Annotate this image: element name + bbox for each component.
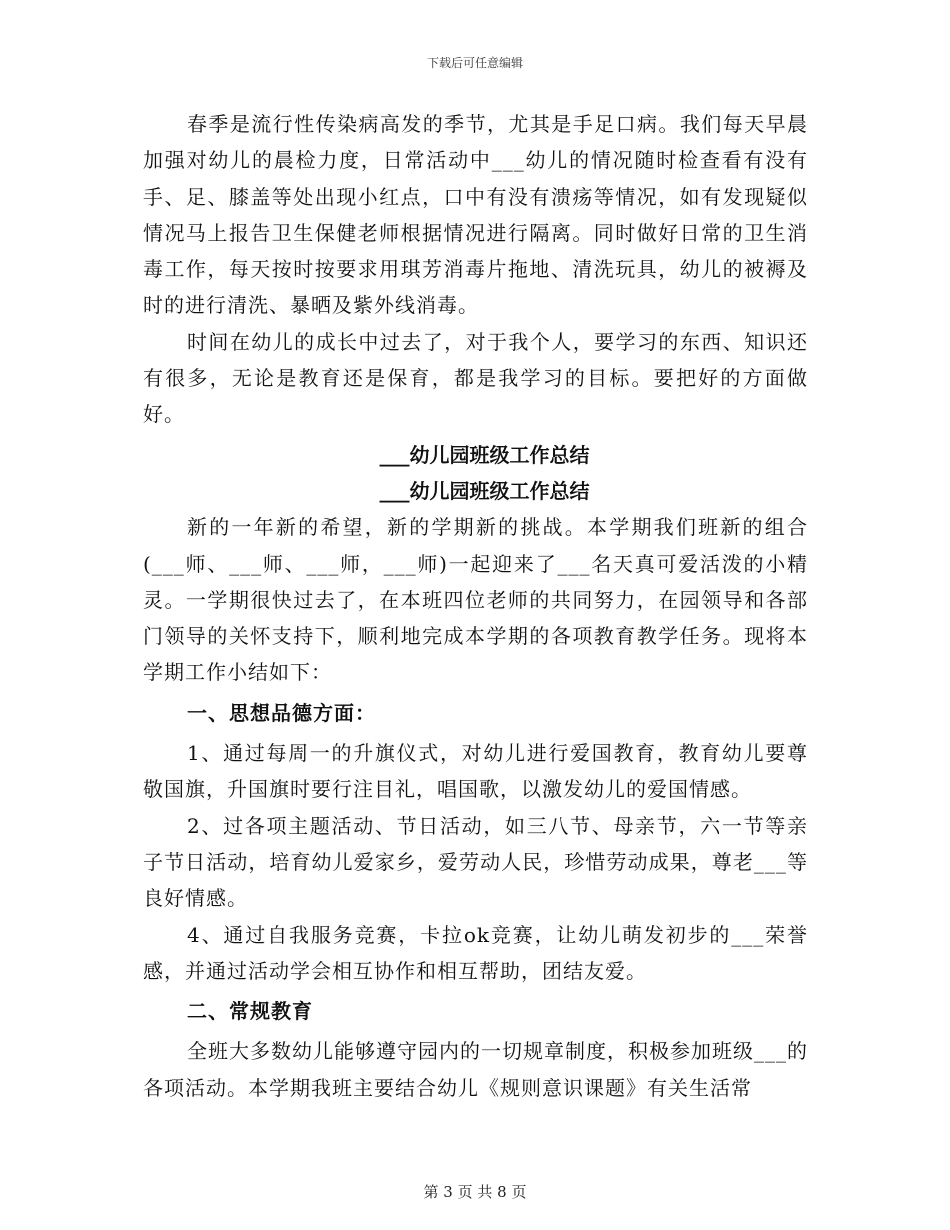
paragraph-intro: 新的一年新的希望，新的学期新的挑战。本学期我们班新的组合(___师、___师、___师，___师)一起迎来了___名天真可爱活泼的小精灵。一学期很快过去了，在本班四位老师的共同努力，在园领导和各部门领导的关怀支持下，顺利地完成本学期的各项教育教学任务。现将本学期工作小结如下： [143,515,808,685]
paragraph-reflection: 时间在幼儿的成长中过去了，对于我个人，要学习的东西、知识还有很多，无论是教育还是保育，都是我学习的目标。要把好的方面做好。 [143,329,808,427]
section-heading-moral: 一、思想品德方面： [187,700,376,725]
paragraph-item-1: 1、通过每周一的升旗仪式，对幼儿进行爱国教育，教育幼儿要尊敬国旗，升国旗时要行注目礼，唱国歌，以激发幼儿的爱国情感。 [143,741,808,802]
paragraph-hygiene: 春季是流行性传染病高发的季节，尤其是手足口病。我们每天早晨加强对幼儿的晨检力度，日常活动中___幼儿的情况随时检查看有没有手、足、膝盖等处出现小红点，口中有没有溃疡等情况，如有发现疑似情况马上报告卫生保健老师根据情况进行隔离。同时做好日常的卫生消毒工作，每天按时按要求用琪芳消毒片拖地、清洗玩具，幼儿的被褥及时的进行清洗、暴晒及紫外线消毒。 [143,112,808,318]
page-number: 第 3 页 共 8 页 [423,1183,527,1201]
paragraph-routine: 全班大多数幼儿能够遵守园内的一切规章制度，积极参加班级___的各项活动。本学期我班主要结合幼儿《规则意识课题》有关生活常 [143,1039,808,1100]
section-heading-routine: 二、常规教育 [187,999,313,1024]
paragraph-item-2: 2、过各项主题活动、节日活动，如三八节、母亲节，六一节等亲子节日活动，培育幼儿爱家乡，爱劳动人民，珍惜劳动成果，尊老___等良好情感。 [143,813,808,911]
document-title: ___幼儿园班级工作总结 [379,442,590,467]
document-body [143,106,808,1106]
paragraph-item-4: 4、通过自我服务竞赛，卡拉ok竞赛，让幼儿萌发初步的___荣誉感，并通过活动学会相互协作和相互帮助，团结友爱。 [143,922,808,983]
page-header-note: 下载后可任意编辑 [426,56,523,70]
document-subtitle: ___幼儿园班级工作总结 [379,478,590,503]
